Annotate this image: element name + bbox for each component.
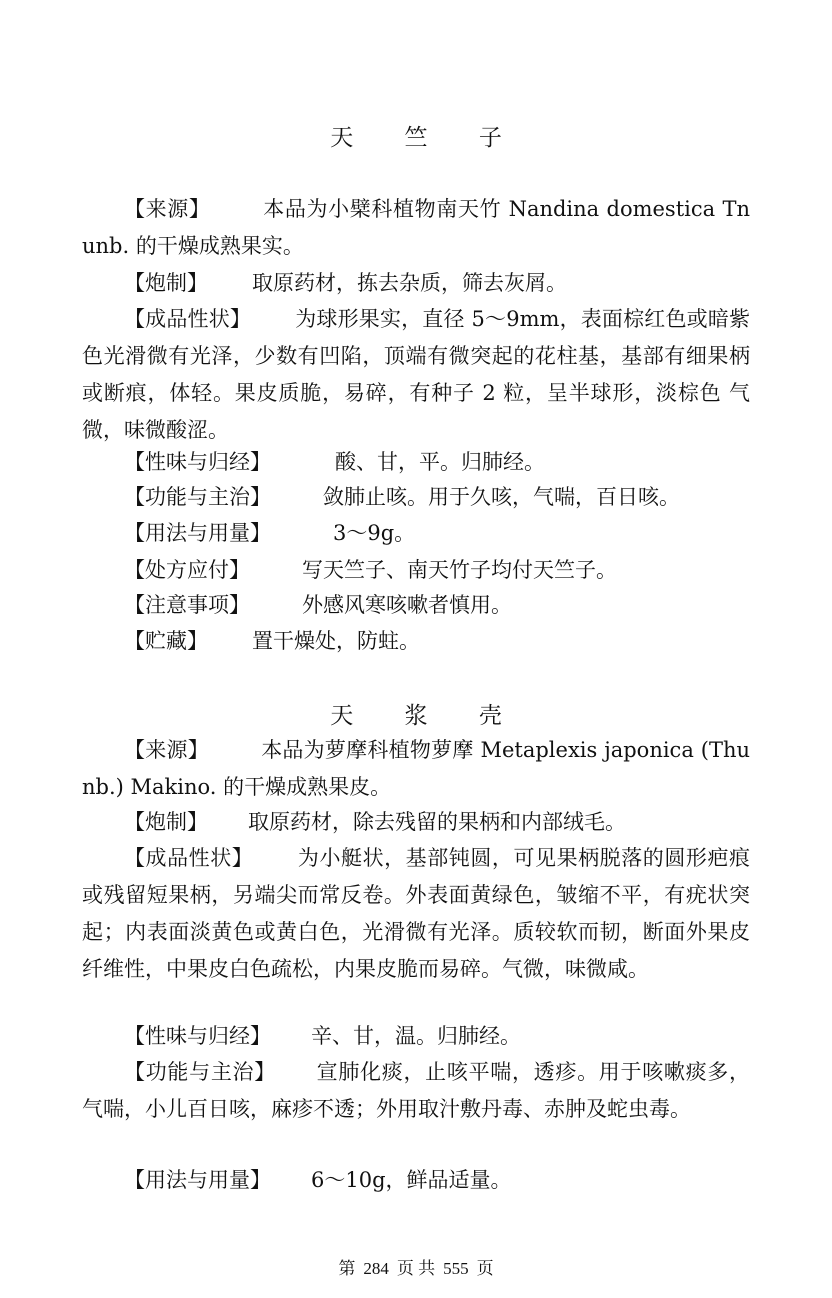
section-nature-meridian <box>82 1018 750 1055</box>
title-char: 浆 <box>404 703 428 729</box>
footer-middle: 页 共 <box>396 1259 436 1278</box>
section-label: 【处方应付】 <box>124 558 250 582</box>
section-source <box>82 191 750 265</box>
section-label: 【来源】 <box>124 197 211 221</box>
entry-title-tianjiangke <box>0 697 832 730</box>
footer-suffix: 页 <box>476 1259 494 1278</box>
section-text: 取原药材，拣去杂质，筛去灰屑。 <box>252 271 567 295</box>
total-page-count: 555 <box>443 1259 469 1278</box>
section-label: 【功能与主治】 <box>124 485 271 509</box>
section-label: 【成品性状】 <box>124 307 252 331</box>
section-label: 【贮藏】 <box>124 629 208 653</box>
section-function <box>82 479 750 516</box>
section-text: 本品为萝摩科植物萝摩 Metaplexis japonica (Thunb.) Makino. 的干燥成熟果皮。 <box>82 738 750 799</box>
title-char: 壳 <box>478 703 502 729</box>
section-label: 【性味与归经】 <box>124 450 271 474</box>
section-description <box>82 301 750 449</box>
section-text: 本品为小檗科植物南天竹 Nandina domestica Tnunb. 的干燥成熟果实。 <box>82 197 750 258</box>
section-processing <box>82 265 750 302</box>
section-label: 【成品性状】 <box>124 846 254 870</box>
section-precautions <box>82 587 750 624</box>
section-storage <box>82 623 750 660</box>
section-text: 敛肺止咳。用于久咳，气喘，百日咳。 <box>323 485 680 509</box>
section-text: 外感风寒咳嗽者慎用。 <box>302 593 512 617</box>
title-char: 子 <box>478 125 502 151</box>
section-text: 为小艇状，基部钝圆，可见果柄脱落的圆形疤痕或残留短果柄，另端尖而常反卷。外表面黄绿色，皱缩不平，有疣状突起；内表面淡黄色或黄白色，光滑微有光泽。质较软而韧，断面外果皮纤维性，中果皮白色疏松，内果皮脆而易碎。气微，味微咸。 <box>82 846 751 981</box>
section-source <box>82 732 750 806</box>
section-text: 酸、甘，平。归肺经。 <box>335 450 545 474</box>
section-text: 3～9g。 <box>333 521 416 545</box>
title-char: 天 <box>330 703 354 729</box>
title-char: 天 <box>330 125 354 151</box>
title-char: 竺 <box>404 125 428 151</box>
section-text: 取原药材，除去残留的果柄和内部绒毛。 <box>248 810 626 834</box>
section-label: 【用法与用量】 <box>124 1168 271 1192</box>
section-description <box>82 840 750 988</box>
page-footer <box>0 1254 832 1279</box>
section-processing <box>82 804 750 841</box>
section-nature-meridian <box>82 444 750 481</box>
section-label: 【炮制】 <box>124 810 208 834</box>
section-text: 宣肺化痰，止咳平喘，透疹。用于咳嗽痰多，气喘，小儿百日咳，麻疹不透；外用取汁敷丹毒、赤肿及蛇虫毒。 <box>82 1060 751 1121</box>
section-dosage <box>82 1162 750 1199</box>
section-text: 置干燥处，防蛀。 <box>252 629 420 653</box>
footer-prefix: 第 <box>338 1259 356 1278</box>
section-text: 为球形果实，直径 5～9mm，表面棕红色或暗紫色光滑微有光泽，少数有凹陷，顶端有微突起的花柱基，基部有细果柄或断痕，体轻。果皮质脆，易碎，有种子 2 粒，呈半球形，淡棕色 气微，味微酸涩。 <box>82 307 750 442</box>
section-dosage <box>82 515 750 552</box>
section-prescription <box>82 552 750 589</box>
section-text: 写天竺子、南天竹子均付天竺子。 <box>302 558 617 582</box>
section-label: 【来源】 <box>124 738 209 762</box>
section-label: 【功能与主治】 <box>124 1060 276 1084</box>
section-text: 辛、甘，温。归肺经。 <box>311 1024 521 1048</box>
section-label: 【性味与归经】 <box>124 1024 271 1048</box>
entry-title-tianzhuzi <box>0 119 832 152</box>
section-text: 6～10g，鲜品适量。 <box>311 1168 512 1192</box>
current-page-number: 284 <box>363 1259 389 1278</box>
section-label: 【用法与用量】 <box>124 521 271 545</box>
section-label: 【注意事项】 <box>124 593 250 617</box>
section-function <box>82 1054 750 1128</box>
section-label: 【炮制】 <box>124 271 208 295</box>
